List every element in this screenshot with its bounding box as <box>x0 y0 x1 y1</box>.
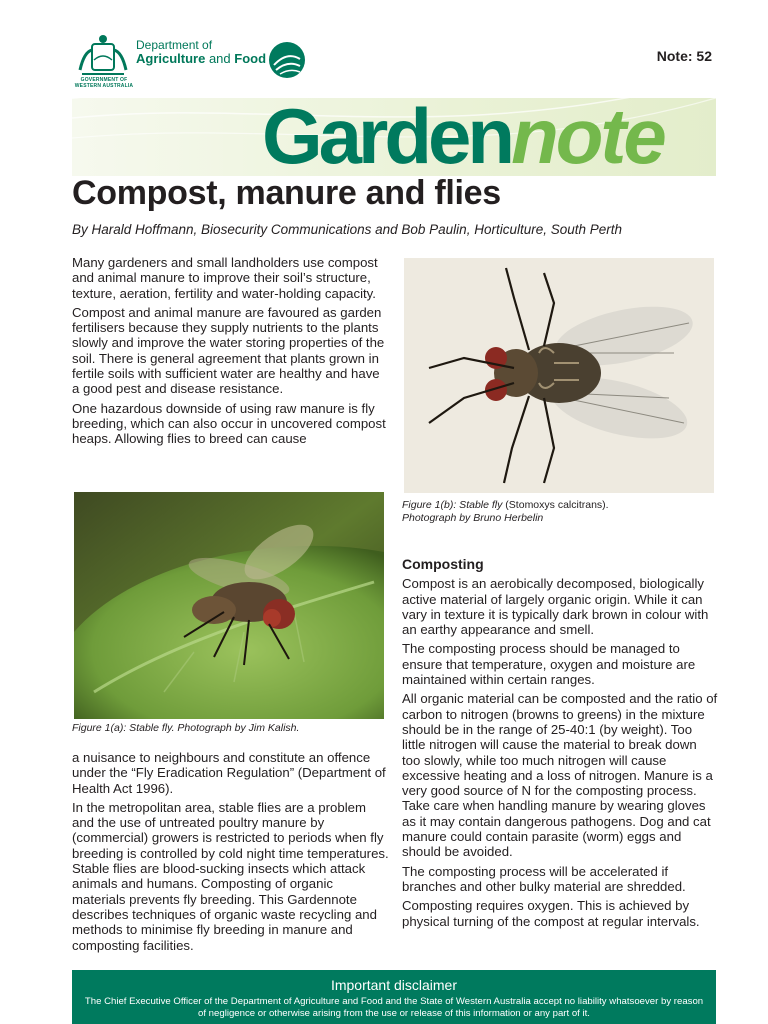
paragraph: The composting process should be managed to ensure that temperature, oxygen and moisture are maintained within certain ranges. <box>402 641 696 688</box>
continued-text <box>72 750 390 957</box>
note-number: Note: 52 <box>656 48 712 64</box>
section-heading: Composting <box>402 556 484 572</box>
paragraph: One hazardous downside of using raw manure is fly breeding, which can also occur in uncovered compost heaps. Allowing flies to breed can cause <box>72 400 386 447</box>
paragraph: In the metropolitan area, stable flies are a problem and the use of untreated poultry manure by (commercial) growers is restricted to periods when fly breeding is controlled by cold night time temperatures. Stable flies are blood-sucking insects which attack animals and humans. Composting of organic materials prevents fly breeding. This Gardennote describes techniques of organic waste recycling and methods to minimise fly breeding in manure and composting facilities. <box>72 799 389 953</box>
paragraph: Compost is an aerobically decomposed, biologically active material of largely organic origin. While it can vary in texture it is typically dark brown in colour with an earthy appearance and smell. <box>402 576 709 638</box>
paragraph: The composting process will be accelerated if branches and other bulky material are shredded. <box>402 863 686 894</box>
disclaimer-box <box>72 970 716 1024</box>
department-logo-icon <box>268 41 306 79</box>
department-line-2: Agriculture and Food <box>136 51 267 66</box>
paragraph: a nuisance to neighbours and constitute an offence under the “Fly Eradication Regulation” (Department of Health Act 1996). <box>72 750 386 796</box>
page-title: Compost, manure and flies <box>72 174 501 212</box>
intro-text <box>72 255 390 451</box>
stable-fly-top-view-photo <box>404 258 714 493</box>
paragraph: Composting requires oxygen. This is achieved by physical turning of the compost at regular intervals. <box>402 898 700 929</box>
gardennote-logo: Gardennote <box>262 92 664 180</box>
paragraph: Many gardeners and small landholders use compost and animal manure to improve their soil’s structure, texture, aeration, fertility and water-holding capacity. <box>72 255 378 301</box>
stable-fly-on-leaf-photo <box>74 492 384 719</box>
paragraph: Compost and animal manure are favoured as garden fertilisers because they supply nutrients to the plants slowly and improve the water storing properties of the soil. There is general agreement that plants grown in fertile soils with sufficient water are healthy and have a good pest and disease resistance. <box>72 304 385 397</box>
crest-caption: GOVERNMENT OF WESTERN AUSTRALIA <box>74 77 134 89</box>
composting-section <box>402 557 718 933</box>
figure-1b-caption: Figure 1(b): Stable fly (Stomoxys calcitrans). Photograph by Bruno Herbelin <box>402 499 609 524</box>
figure-1a-caption: Figure 1(a): Stable fly. Photograph by Jim Kalish. <box>72 722 300 734</box>
paragraph: All organic material can be composted and the ratio of carbon to nitrogen (browns to greens) in the mixture should be in the range of 25-40:1 (by weight). Too little nitrogen will cause the material to break down too slowly, while too much nitrogen will cause excessive heating and a loss of nitrogen. Manure is a very good source of N for the composting process. Take care when handling manure by wearing gloves as it may contain dangerous pathogens. Dog and cat manure could contain parasite (worm) eggs and should be avoided. <box>402 691 718 860</box>
department-line-1: Department of <box>136 38 213 52</box>
disclaimer-text: The Chief Executive Officer of the Department of Agriculture and Food and the State of Western Australia accept no liability whatsoever by reason of negligence or otherwise arising from the use or release of this information or any part of it. <box>84 996 704 1019</box>
byline: By Harald Hoffmann, Biosecurity Communications and Bob Paulin, Horticulture, South Perth <box>72 222 623 237</box>
disclaimer-title: Important disclaimer <box>330 977 458 993</box>
